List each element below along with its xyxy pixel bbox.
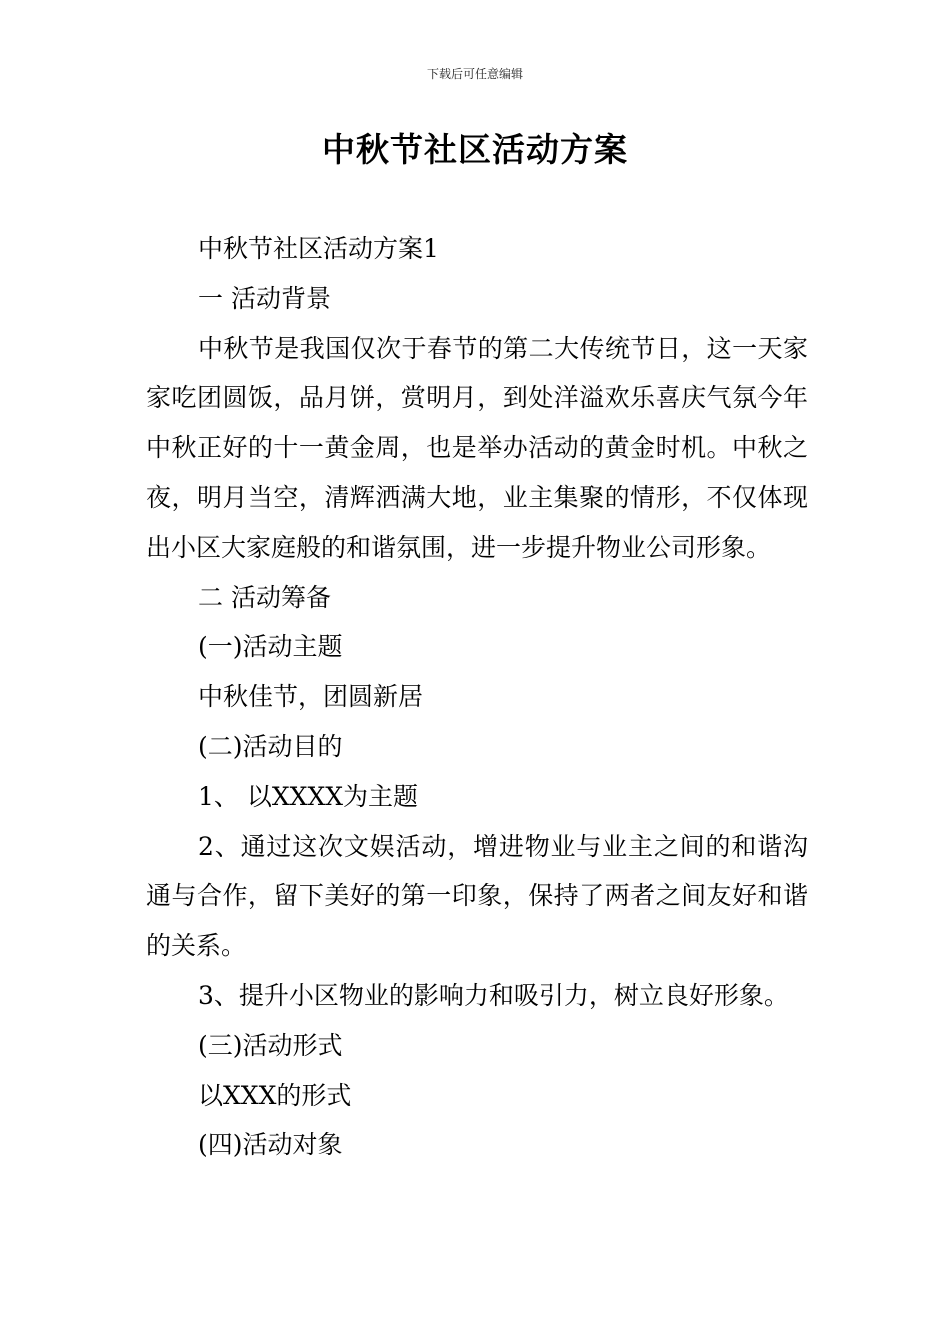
- purpose-item-2: 2、通过这次文娱活动，增进物业与业主之间的和谐沟通与合作，留下美好的第一印象，保持了两者之间友好和谐的关系。: [146, 831, 808, 961]
- purpose-item-1: 1、 以XXXX为主题: [198, 781, 419, 811]
- subheading-audience: (四)活动对象: [198, 1130, 343, 1160]
- subheading-format: (三)活动形式: [198, 1030, 343, 1060]
- section-heading-background: 一 活动背景: [198, 283, 331, 313]
- theme-text: 中秋佳节，团圆新居: [198, 682, 424, 712]
- section-heading-preparation: 二 活动筹备: [198, 582, 331, 612]
- subheading-purpose: (二)活动目的: [198, 731, 343, 761]
- subheading-theme: (一)活动主题: [198, 632, 343, 662]
- document-title: 中秋节社区活动方案: [322, 130, 628, 169]
- header-note: 下载后可任意编辑: [426, 67, 523, 81]
- purpose-item-3: 3、提升小区物业的影响力和吸引力，树立良好形象。: [198, 980, 789, 1010]
- format-text: 以XXX的形式: [198, 1080, 352, 1110]
- document-body: [146, 224, 808, 1170]
- plan-heading: 中秋节社区活动方案1: [198, 234, 439, 263]
- background-paragraph: 中秋节是我国仅次于春节的第二大传统节日，这一天家家吃团圆饭，品月饼，赏明月，到处洋溢欢乐喜庆气氛今年中秋正好的十一黄金周，也是举办活动的黄金时机。中秋之夜，明月当空，清辉洒满大地，业主集聚的情形，不仅体现出小区大家庭般的和谐氛围，进一步提升物业公司形象。: [146, 333, 808, 562]
